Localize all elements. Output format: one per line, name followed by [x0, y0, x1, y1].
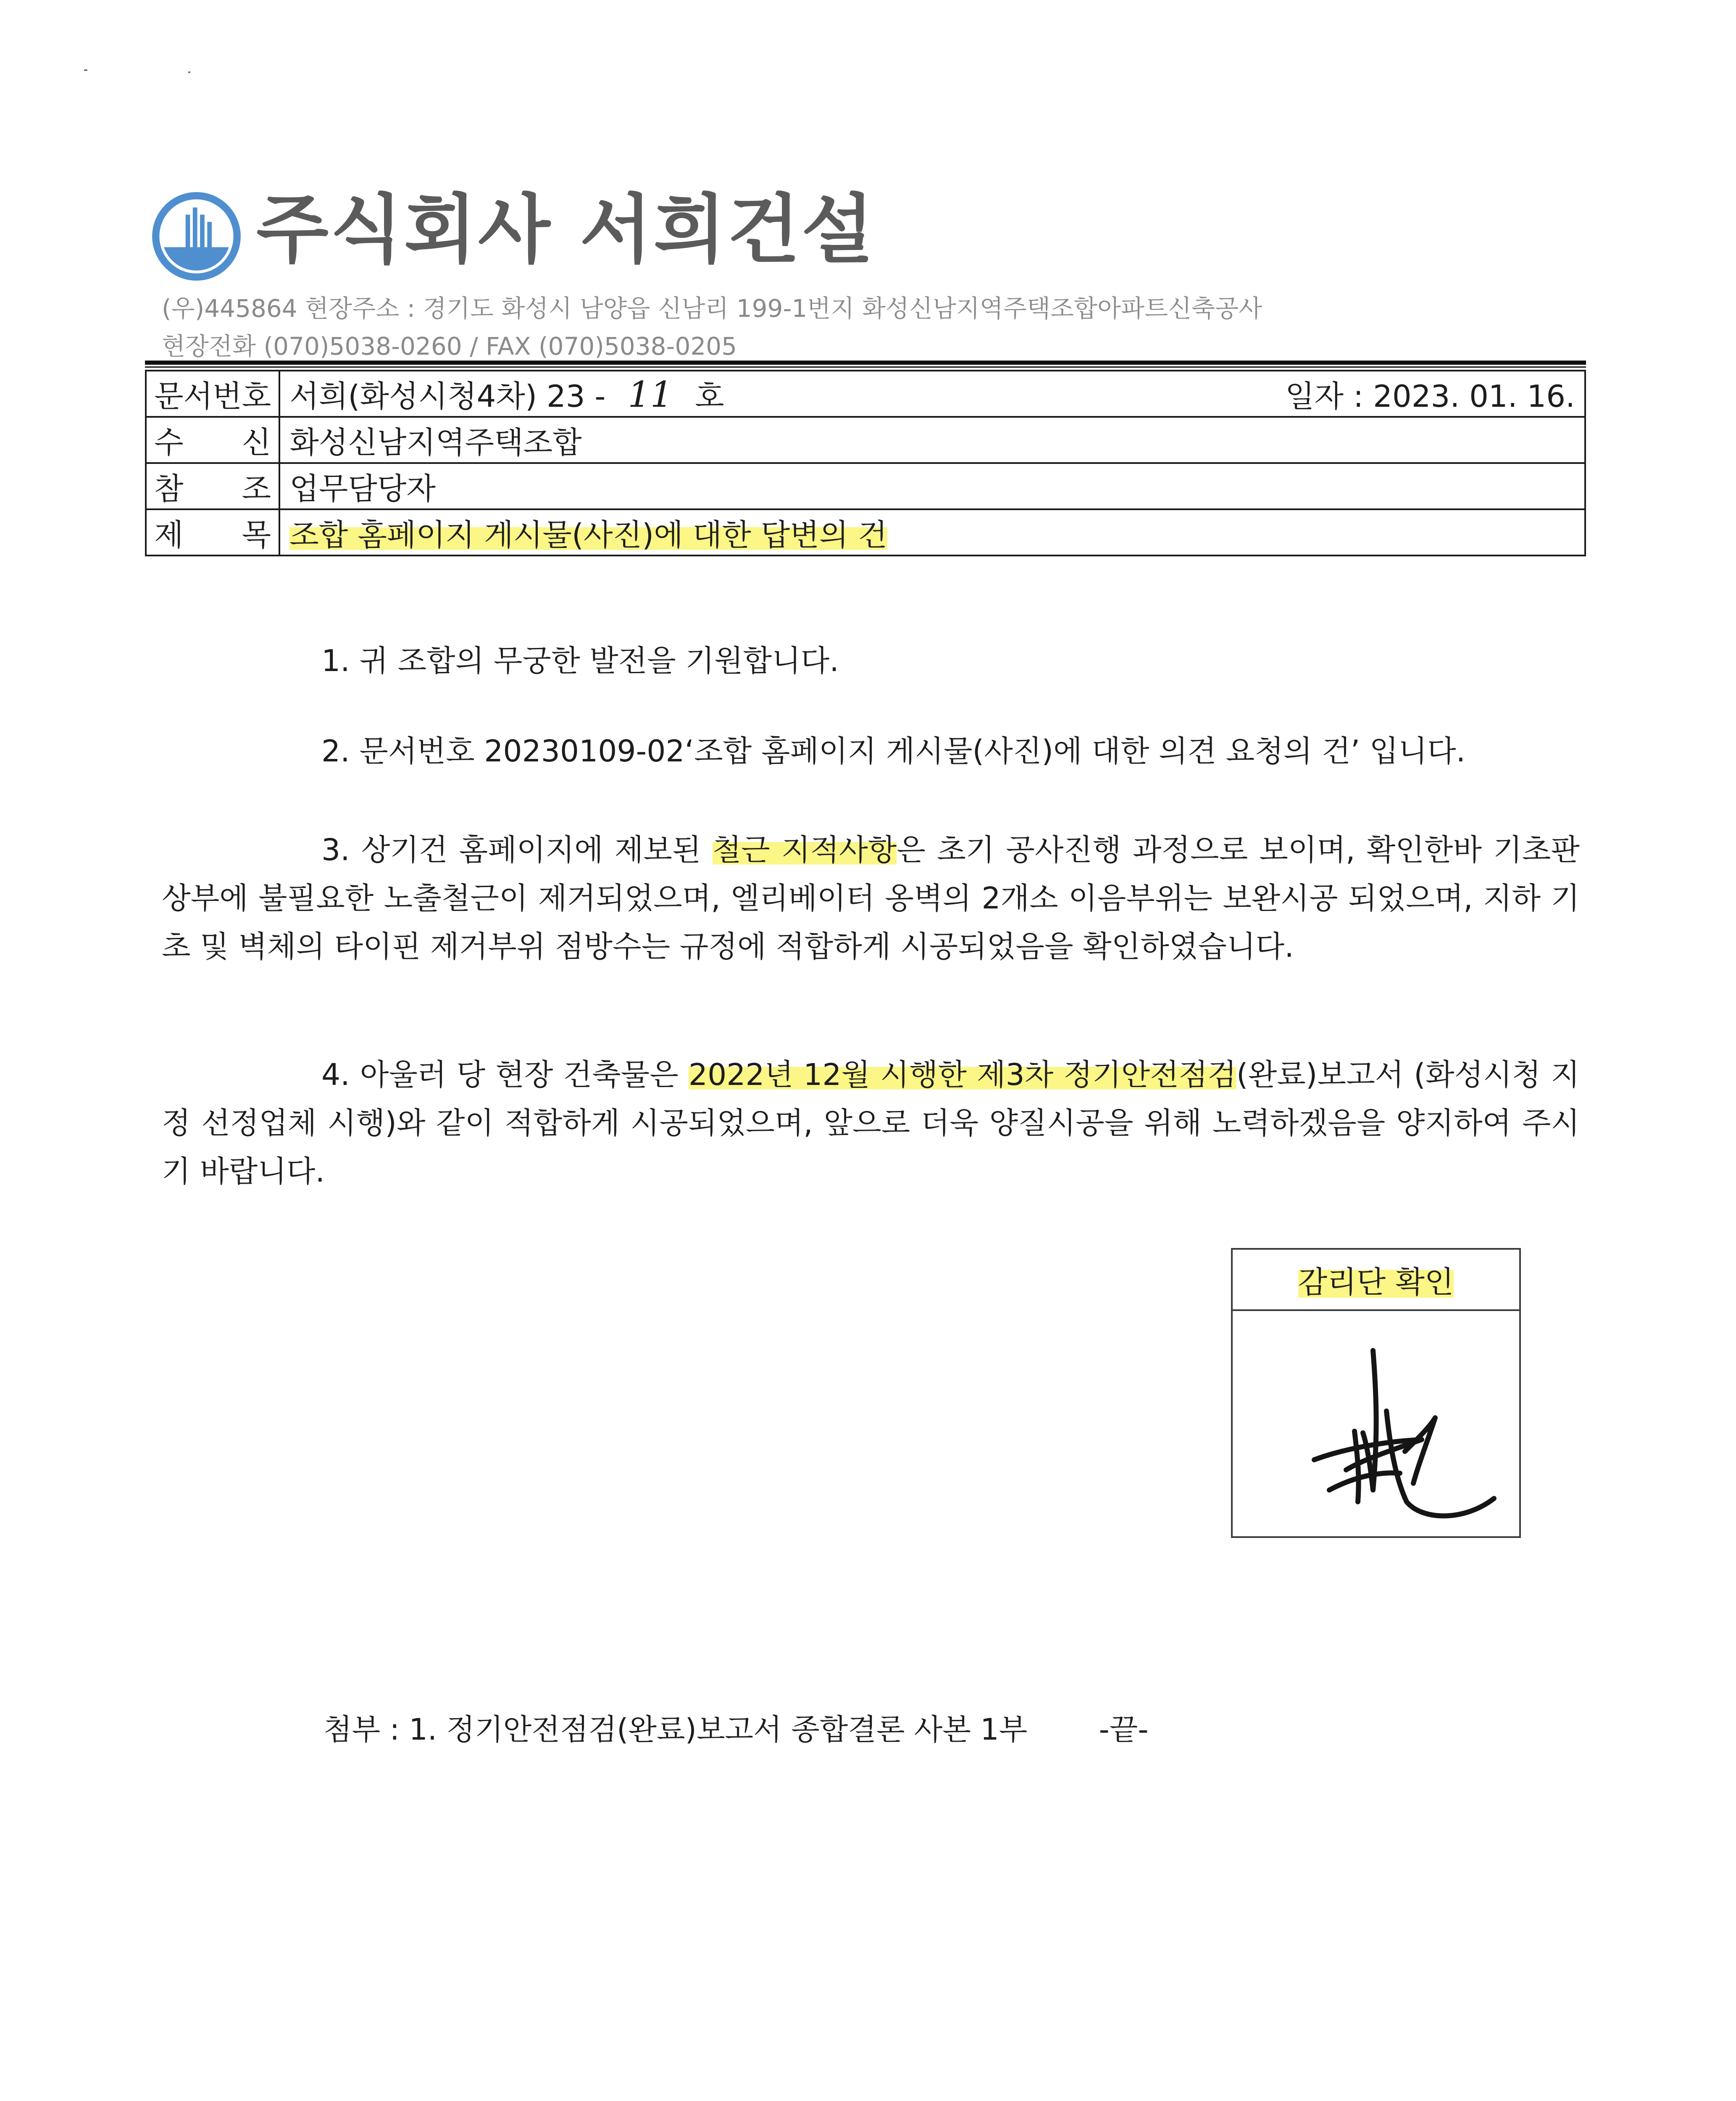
building-circle-logo-icon	[151, 191, 242, 282]
letterhead-rule	[145, 361, 1586, 365]
recipient-row	[146, 417, 1585, 463]
reference-label: 참 조	[146, 463, 279, 509]
site-address: (우)445864 현장주소 : 경기도 화성시 남양읍 신남리 199-1번지 화성신남지역주택조합아파트신축공사	[162, 294, 1263, 323]
subject-row	[146, 509, 1585, 556]
site-contact: 현장전화 (070)5038-0260 / FAX (070)5038-0205	[162, 332, 737, 361]
paragraph-1: 1. 귀 조합의 무궁한 발전을 기원합니다.	[321, 643, 839, 678]
reference-row	[146, 463, 1585, 509]
scan-speck	[188, 71, 190, 73]
subject-value: 조합 홈페이지 게시물(사진)에 대한 답변의 건	[289, 517, 887, 553]
document-header-table	[145, 370, 1586, 556]
subject-label: 제 목	[146, 509, 279, 556]
handwritten-signature-icon	[1296, 1334, 1497, 1527]
doc-number-suffix: 호	[695, 379, 724, 414]
date-label: 일자 :	[1285, 379, 1364, 414]
company-name: 주식회사 서희건설	[256, 186, 876, 273]
recipient-label: 수 신	[146, 417, 279, 463]
highlight-rebar-issue: 철근 지적사항	[712, 832, 897, 867]
end-mark: -끝-	[1099, 1712, 1149, 1747]
supervision-confirmation-title: 감리단 확인	[1233, 1250, 1519, 1311]
doc-number-row	[146, 371, 1585, 417]
letterhead-rule-thin	[145, 366, 1586, 368]
doc-number-cell	[279, 371, 1585, 417]
attachment-text: 첨부 : 1. 정기안전점검(완료)보고서 종합결론 사본 1부	[324, 1712, 1028, 1747]
paragraph-4: 4. 아울러 당 현장 건축물은 2022년 12월 시행한 제3차 정기안전점검(완료)보고서 (화성시청 지정 선정업체 시행)와 같이 적합하게 시공되었으며, 앞으로 더욱 양질시공을 위해 노력하겠음을 양지하여 주시기 바랍니다.	[162, 1057, 1580, 1189]
recipient-value: 화성신남지역주택조합	[279, 417, 1585, 463]
doc-number-handwritten: 11	[628, 374, 673, 415]
highlight-safety-inspection: 2022년 12월 시행한 제3차 정기안전점검	[688, 1057, 1236, 1092]
doc-number-value: 서희(화성시청4차) 23 -	[289, 379, 606, 414]
supervision-confirmation-box	[1231, 1248, 1521, 1538]
doc-number-label: 문서번호	[146, 371, 279, 417]
subject-cell	[279, 509, 1585, 556]
reference-value: 업무담당자	[279, 463, 1585, 509]
date-value: 2023. 01. 16.	[1373, 379, 1575, 414]
attachment-line	[324, 1706, 1149, 1748]
paragraph-3: 3. 상기건 홈페이지에 제보된 철근 지적사항은 초기 공사진행 과정으로 보이며, 확인한바 기초판 상부에 불필요한 노출철근이 제거되었으며, 엘리베이터 옹벽의 2개소 이음부위는 보완시공 되었으며, 지하 기초 및 벽체의 타이핀 제거부위 점방수는 규정에 적합하게 시공되었음을 확인하였습니다.	[162, 832, 1580, 964]
paragraph-2: 2. 문서번호 20230109-02‘조합 홈페이지 게시물(사진)에 대한 의견 요청의 건’ 입니다.	[321, 734, 1466, 769]
scan-speck	[84, 69, 87, 71]
